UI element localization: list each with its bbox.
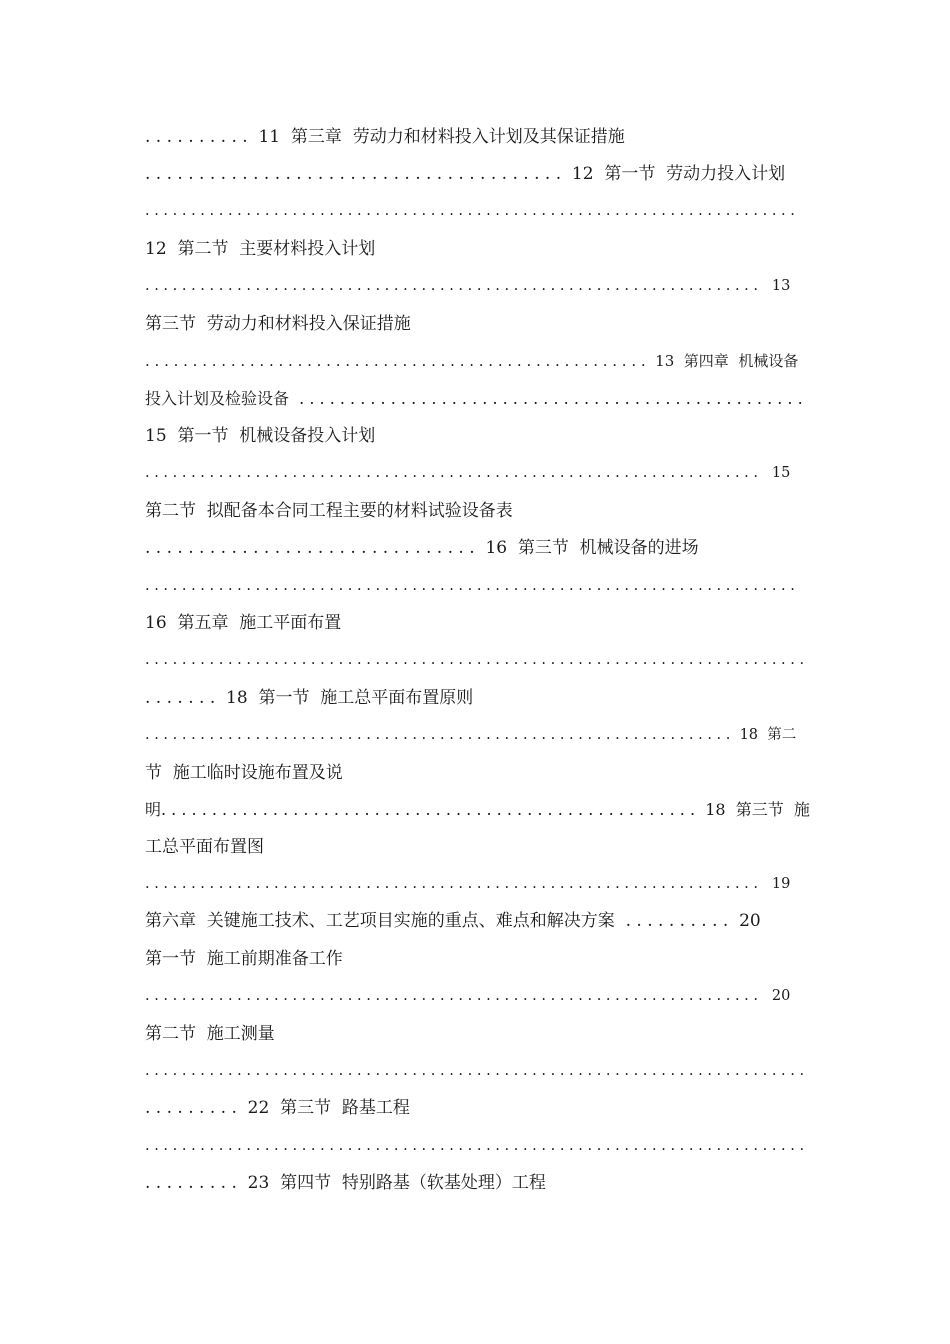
toc-line: 12 第二节 主要材料投入计划 [145, 239, 376, 259]
toc-line: 第三节 劳动力和材料投入保证措施 [145, 314, 411, 334]
toc-line: 第二节 施工测量 [145, 1024, 275, 1044]
toc-line: . . . . . . . . . . . . . . . . . . . . . . . . . . . . . . . . . . . . . . . . . . . . . . . . . . . . . . . . . . . . . . . . . . . . . . . . [145, 1063, 805, 1079]
toc-line: 工总平面布置图 [145, 837, 264, 857]
toc-line: . . . . . . . . . . . . . . . . . . . . . . . . . . . . . . . . . . . . . . . . . . . . . . . . . . . . . . . . . . . . . . . . . . . 15 [145, 465, 791, 481]
toc-line: . . . . . . . . . . . . . . . . . . . . . . . . . . . . . . . 16 第三节 机械设备的进场 [145, 538, 699, 558]
toc-line: 明. . . . . . . . . . . . . . . . . . . . . . . . . . . . . . . . . . . . . . . . . . . . . . . . . . . . . 18 第三节 施 [145, 800, 810, 819]
toc-line: . . . . . . . 18 第一节 施工总平面布置原则 [145, 688, 474, 708]
toc-line: . . . . . . . . . . . . . . . . . . . . . . . . . . . . . . . . . . . . . . . . . . . . . . . . . . . . . . . . . . . . . . . . . . . 13 [145, 278, 791, 294]
toc-line: . . . . . . . . . . . . . . . . . . . . . . . . . . . . . . . . . . . . . . . . . . . . . . . . . . . . . . . . . . . . . . . . . . . . . . . [145, 203, 795, 219]
toc-line: 第一节 施工前期准备工作 [145, 949, 343, 969]
toc-line: . . . . . . . . . . . . . . . . . . . . . . . . . . . . . . . . . . . . . . . . . . . . . . . . . . . . . . . . . . . . . . . . . . . 20 [145, 988, 791, 1004]
toc-line: . . . . . . . . . 22 第三节 路基工程 [145, 1098, 410, 1118]
toc-line: . . . . . . . . . . 11 第三章 劳动力和材料投入计划及其保证措施 [145, 127, 625, 147]
toc-line: . . . . . . . . . 23 第四节 特别路基（软基处理）工程 [145, 1173, 546, 1193]
toc-line: . . . . . . . . . . . . . . . . . . . . . . . . . . . . . . . . . . . . . . . 12 第一节 劳动力投入计划 [145, 164, 786, 184]
toc-line: . . . . . . . . . . . . . . . . . . . . . . . . . . . . . . . . . . . . . . . . . . . . . . . . . . . . . 13 第四章 机械设备 [145, 352, 799, 370]
toc-line: . . . . . . . . . . . . . . . . . . . . . . . . . . . . . . . . . . . . . . . . . . . . . . . . . . . . . . . . . . . . . . . . . . . . . . . [145, 578, 795, 594]
toc-line: 15 第一节 机械设备投入计划 [145, 426, 376, 446]
toc-line: . . . . . . . . . . . . . . . . . . . . . . . . . . . . . . . . . . . . . . . . . . . . . . . . . . . . . . . . . . . . . . . . . . . . . . . . [145, 652, 805, 668]
toc-line: 16 第五章 施工平面布置 [145, 613, 342, 633]
toc-line: 第二节 拟配备本合同工程主要的材料试验设备表 [145, 501, 513, 521]
toc-line: 投入计划及检验设备 . . . . . . . . . . . . . . . . . . . . . . . . . . . . . . . . . . . . . . . . . . . . . . . . . . [145, 389, 803, 408]
toc-line: . . . . . . . . . . . . . . . . . . . . . . . . . . . . . . . . . . . . . . . . . . . . . . . . . . . . . . . . . . . . . . . . 18 第二 [145, 727, 797, 743]
toc-line: . . . . . . . . . . . . . . . . . . . . . . . . . . . . . . . . . . . . . . . . . . . . . . . . . . . . . . . . . . . . . . . . . . . . . . . . [145, 1138, 805, 1154]
toc-line: 节 施工临时设施布置及说 [145, 763, 343, 783]
toc-line: . . . . . . . . . . . . . . . . . . . . . . . . . . . . . . . . . . . . . . . . . . . . . . . . . . . . . . . . . . . . . . . . . . . 19 [145, 876, 791, 892]
toc-line: 第六章 关键施工技术、工艺项目实施的重点、难点和解决方案 . . . . . . . . . . 20 [145, 911, 761, 931]
